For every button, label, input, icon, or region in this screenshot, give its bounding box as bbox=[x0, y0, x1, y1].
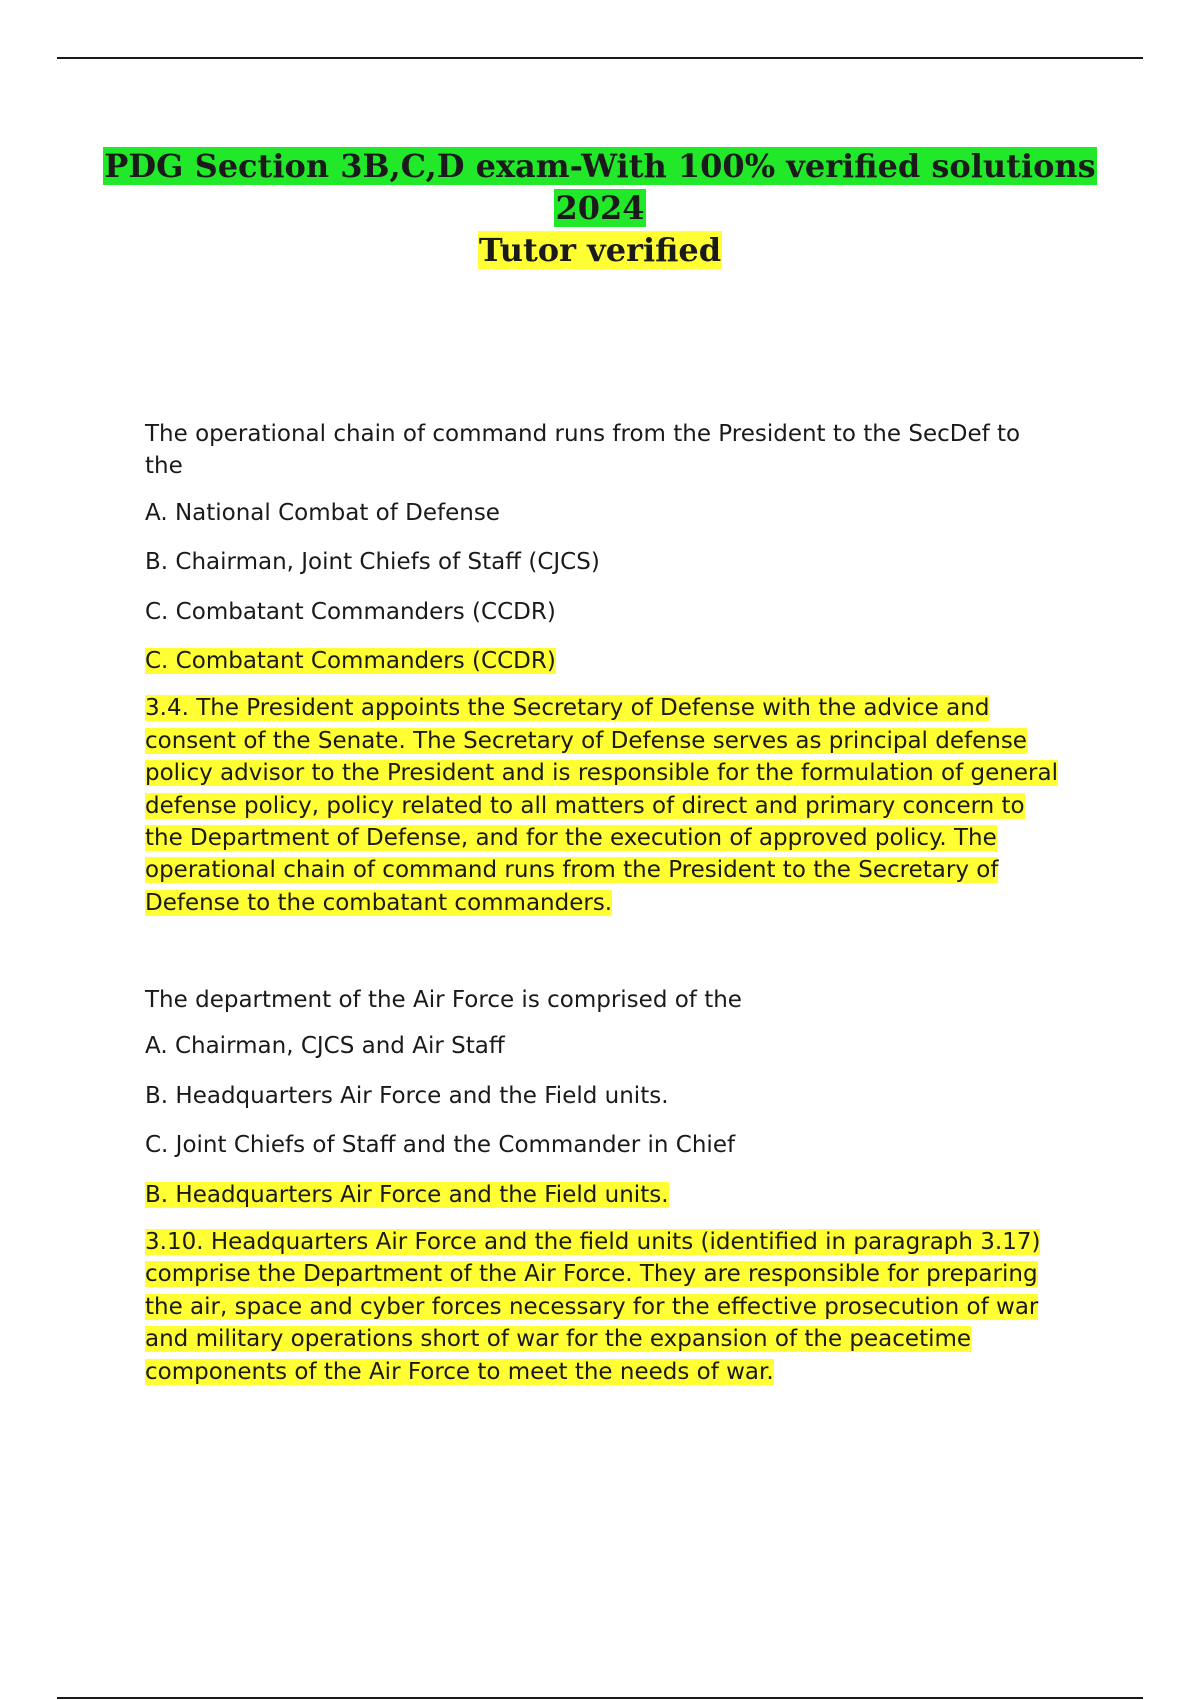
answer-text: C. Combatant Commanders (CCDR) bbox=[145, 648, 556, 675]
question-block-2 bbox=[145, 984, 1065, 1388]
option-a: A. Chairman, CJCS and Air Staff bbox=[145, 1033, 505, 1060]
explanation-text: 3.4. The President appoints the Secretary of Defense with the advice and consent of the Senate. The Secretary of Defense serves as principal defense policy advisor to the President and is responsible for the formulation of general defense policy, policy related to all matters of direct and primary concern to the Department of Defense, and for the execution of approved policy. The operational chain of command runs from the President to the Secretary of Defense to the combatant commanders. bbox=[145, 695, 1058, 916]
option-c: C. Combatant Commanders (CCDR) bbox=[145, 598, 556, 625]
title-line-3: Tutor verified bbox=[478, 231, 722, 269]
question-text: The department of the Air Force is comprised of the bbox=[145, 987, 742, 1013]
option-b: B. Chairman, Joint Chiefs of Staff (CJCS) bbox=[145, 549, 600, 576]
option-b: B. Headquarters Air Force and the Field units. bbox=[145, 1082, 669, 1109]
top-rule bbox=[57, 57, 1143, 59]
document-title bbox=[100, 145, 1100, 271]
title-line-2: 2024 bbox=[555, 189, 645, 227]
bottom-rule bbox=[57, 1697, 1143, 1699]
option-a: A. National Combat of Defense bbox=[145, 499, 500, 526]
answer-text: B. Headquarters Air Force and the Field units. bbox=[145, 1181, 669, 1208]
title-line-1: PDG Section 3B,C,D exam-With 100% verified solutions bbox=[104, 147, 1096, 185]
question-block-1 bbox=[145, 418, 1065, 919]
option-c: C. Joint Chiefs of Staff and the Commander in Chief bbox=[145, 1132, 736, 1159]
explanation-text: 3.10. Headquarters Air Force and the field units (identified in paragraph 3.17) comprise the Department of the Air Force. They are responsible for preparing the air, space and cyber forces necessary for the effective prosecution of war and military operations short of war for the expansion of the peacetime components of the Air Force to meet the needs of war. bbox=[145, 1229, 1041, 1385]
question-text: The operational chain of command runs from the President to the SecDef to the bbox=[145, 421, 1021, 480]
